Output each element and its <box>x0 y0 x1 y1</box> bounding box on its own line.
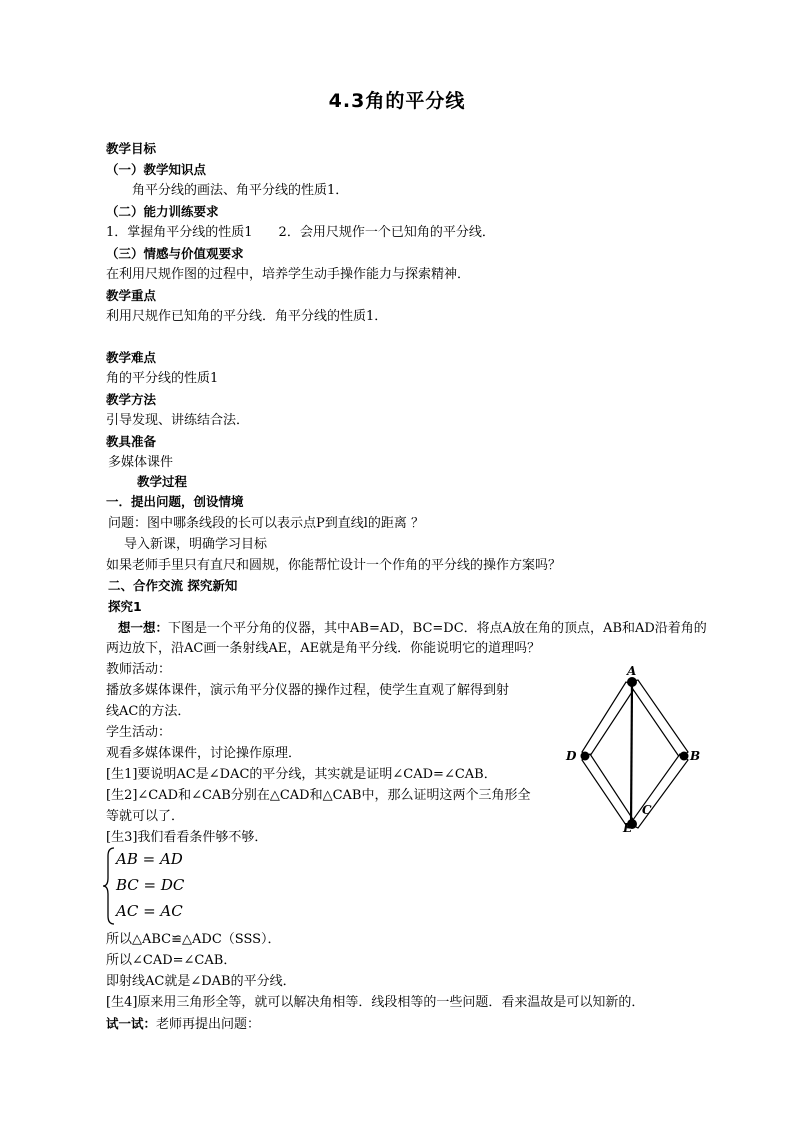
heading-difficulties: 教学难点 <box>106 350 157 365</box>
text-line: 角平分线的画法、角平分线的性质1． <box>132 183 349 198</box>
text-line: 在利用尺规作图的过程中，培养学生动手操作能力与探索精神． <box>106 267 471 282</box>
text-line: [生1]要说明AC是∠DAC的平分线，其实就是证明∠CAD=∠CAB． <box>106 767 497 782</box>
heading-methods: 教学方法 <box>106 392 157 407</box>
brace-icon <box>102 846 116 926</box>
text-line: 即射线AC就是∠DAB的平分线． <box>106 974 296 989</box>
label-a: A <box>627 664 637 678</box>
text-line: 利用尺规作已知角的平分线．角平分线的性质1． <box>106 309 388 324</box>
ray-ac <box>631 682 632 828</box>
text-line: 所以∠CAD=∠CAB． <box>106 953 237 968</box>
text-line: 等就可以了． <box>106 809 185 824</box>
text-line: 引导发现、讲练结合法． <box>106 413 250 428</box>
angle-bisector-instrument-figure <box>562 664 708 836</box>
section-one-heading: 一．提出问题，创设情境 <box>106 494 244 509</box>
label-c: C <box>642 803 652 817</box>
joint-b <box>680 752 689 761</box>
heading-key-points: 教学重点 <box>106 288 157 303</box>
section-two-heading: 二、合作交流 探究新知 <box>108 578 238 593</box>
rod-bc <box>630 754 688 828</box>
try-line <box>106 1016 260 1033</box>
text-line: 多媒体课件 <box>108 455 174 470</box>
equation-row: AB = AD <box>116 850 183 868</box>
joint-a <box>627 677 637 687</box>
rod-ab <box>628 680 688 758</box>
rod-ad <box>582 682 636 756</box>
text-line: [生2]∠CAD和∠CAB分别在△CAD和△CAB中，那么证明这两个三角形全 <box>106 788 531 803</box>
text-line: 角的平分线的性质1 <box>106 371 219 386</box>
text-line: 线AC的方法． <box>106 704 191 719</box>
text-line: 如果老师手里只有直尺和圆规，你能帮忙设计一个作角的平分线的操作方案吗？ <box>106 558 562 573</box>
think-line <box>118 620 707 637</box>
text-line: 两边放下，沿AC画一条射线AE，AE就是角平分线．你能说明它的道理吗？ <box>106 641 541 656</box>
subheading-ability: （二）能力训练要求 <box>106 204 219 219</box>
text-line: 导入新课，明确学习目标 <box>124 537 268 552</box>
text-line: [生3]我们看看条件够不够． <box>106 830 268 845</box>
page-title: 4.3角的平分线 <box>328 90 466 112</box>
text-line: 教师活动： <box>106 662 172 677</box>
joint-d <box>581 752 590 761</box>
text-line: 1．掌握角平分线的性质1 2．会用尺规作一个已知角的平分线． <box>106 225 495 240</box>
text-line: 所以△ABC≌△ADC（SSS）． <box>106 932 281 947</box>
text-line: 播放多媒体课件，演示角平分仪器的操作过程，使学生直观了解得到射 <box>106 683 510 698</box>
heading-tools: 教具准备 <box>106 434 157 449</box>
explore-heading: 探究1 <box>108 599 142 614</box>
text-line: 学生活动： <box>106 725 172 740</box>
text-line: [生4]原来用三角形全等，就可以解决角相等．线段相等的一些问题．看来温故是可以知新的． <box>106 995 645 1010</box>
rod-dc <box>582 754 636 828</box>
try-label: 试一试： <box>106 1016 157 1031</box>
label-b: B <box>690 749 701 763</box>
heading-teaching-goals: 教学目标 <box>106 141 157 156</box>
think-text: 下图是一个平分角的仪器，其中AB=AD，BC=DC．将点A放在角的顶点，AB和AD沿着角的 <box>168 621 707 636</box>
equation-system <box>102 846 212 924</box>
equation-row: AC = AC <box>116 902 183 920</box>
try-text: 老师再提出问题： <box>156 1017 261 1032</box>
text-line: 观看多媒体课件，讨论操作原理． <box>106 746 302 761</box>
label-d: D <box>566 749 577 763</box>
subheading-knowledge: （一）教学知识点 <box>106 162 207 177</box>
heading-process: 教学过程 <box>137 474 188 489</box>
equation-row: BC = DC <box>116 876 185 894</box>
think-label: 想一想： <box>118 620 169 635</box>
subheading-emotion: （三）情感与价值观要求 <box>106 246 244 261</box>
text-line: 问题：图中哪条线段的长可以表示点P到直线l的距离 ？ <box>108 516 425 531</box>
label-e: E <box>623 821 633 835</box>
